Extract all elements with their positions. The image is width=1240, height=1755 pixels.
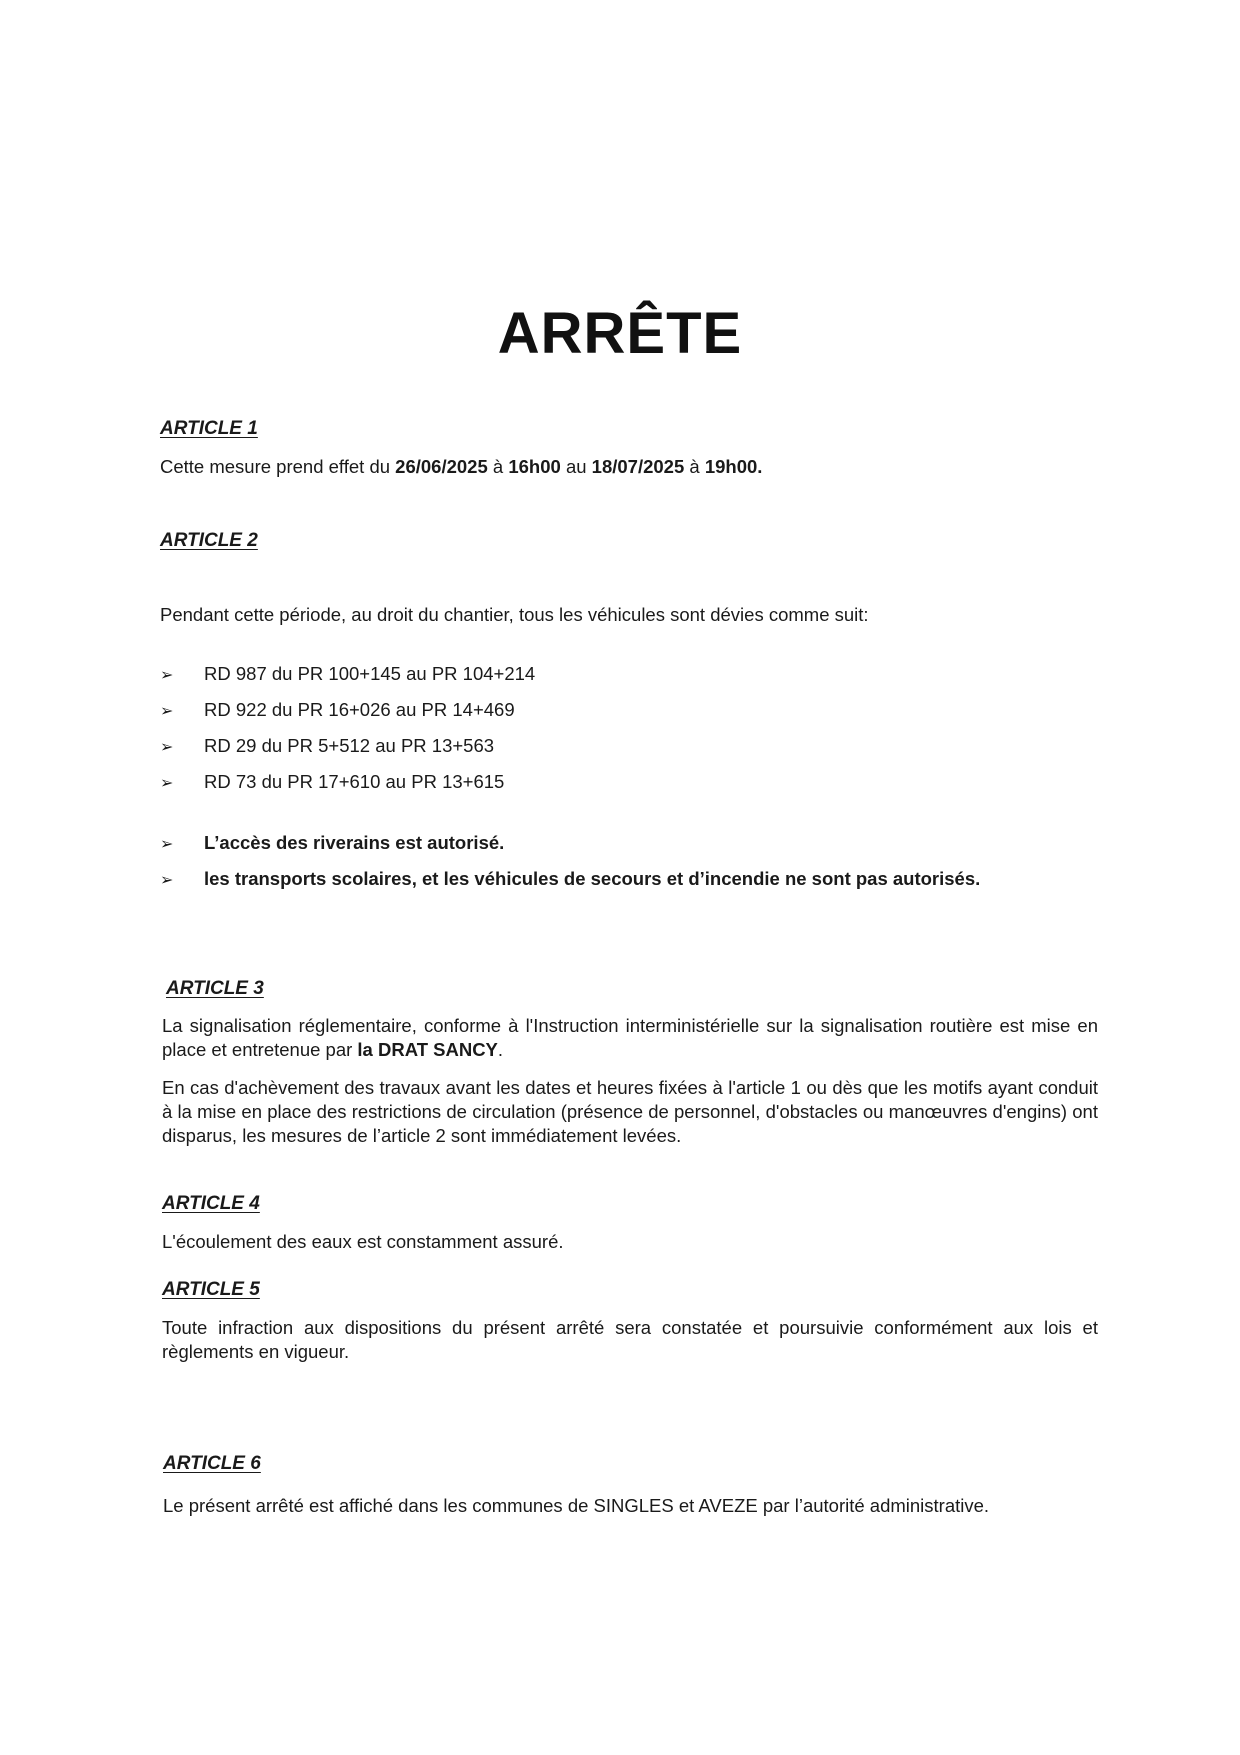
route-item [160,770,504,796]
article-1-end-time: 19h00. [704,456,763,477]
article-1-end-date: 18/07/2025 [591,456,685,477]
arrow-bullet-icon: ➢ [160,872,174,889]
route-text: RD 29 du PR 5+512 au PR 13+563 [204,735,495,756]
note-text: les transports scolaires, et les véhicules de secours et d’incendie ne sont pas autorisés. [204,868,981,889]
route-item [160,662,535,688]
article-6-text: Le présent arrêté est affiché dans les communes de SINGLES et AVEZE par l’autorité administrative. [163,1495,990,1516]
note-text: L’accès des riverains est autorisé. [204,832,505,853]
arrow-bullet-icon: ➢ [160,775,174,792]
article-3-heading: ARTICLE 3 [166,978,264,999]
note-item [160,831,504,857]
route-text: RD 987 du PR 100+145 au PR 104+214 [204,663,536,684]
article-1-start-date: 26/06/2025 [395,456,488,477]
article-5-heading: ARTICLE 5 [162,1279,260,1300]
document-title: ARRÊTE [497,301,743,366]
article-1-heading: ARTICLE 1 [160,418,258,439]
route-text: RD 73 du PR 17+610 au PR 13+615 [204,771,505,792]
route-item [160,734,494,760]
article-2-heading: ARTICLE 2 [160,530,258,551]
article-1-start-time: 16h00 [508,456,561,477]
article-3-p1-end: . [497,1039,504,1060]
article-1-text [160,455,762,479]
article-5-text: Toute infraction aux dispositions du présent arrêté sera constatée et poursuivie conformément aux lois et règlements en vigueur. [162,1317,1098,1362]
article-4-text: L'écoulement des eaux est constamment assuré. [162,1231,564,1252]
arrow-bullet-icon: ➢ [160,739,174,756]
arrow-bullet-icon: ➢ [160,836,174,853]
route-item [160,698,515,724]
article-2-intro: Pendant cette période, au droit du chantier, tous les véhicules sont dévies comme suit: [160,604,869,625]
arrow-bullet-icon: ➢ [160,703,174,720]
article-3-paragraph-2: En cas d'achèvement des travaux avant les dates et heures fixées à l'article 1 ou dès que les motifs ayant conduit à la mise en place des restrictions de circulation (présence de personnel, d'obstacles ou manœuvres d'engins) ont disparus, les mesures de l’article 2 sont immédiatement levées. [162,1077,1098,1146]
arrow-bullet-icon: ➢ [160,667,174,684]
route-text: RD 922 du PR 16+026 au PR 14+469 [204,699,515,720]
article-1-text-d: à [684,456,705,477]
note-item [160,867,980,893]
article-3-authority: la DRAT SANCY [357,1039,498,1060]
article-1-text-b: à [487,456,509,477]
article-3-paragraph-1 [162,1014,1098,1062]
article-3-p1-text: La signalisation réglementaire, conforme à l'Instruction interministérielle sur la signalisation routière est mise en place et entretenue par [162,1015,1098,1060]
article-1-text-c: au [560,456,592,477]
article-6-heading: ARTICLE 6 [163,1453,261,1474]
article-1-text-a: Cette mesure prend effet du [160,456,396,477]
article-4-heading: ARTICLE 4 [162,1193,260,1214]
